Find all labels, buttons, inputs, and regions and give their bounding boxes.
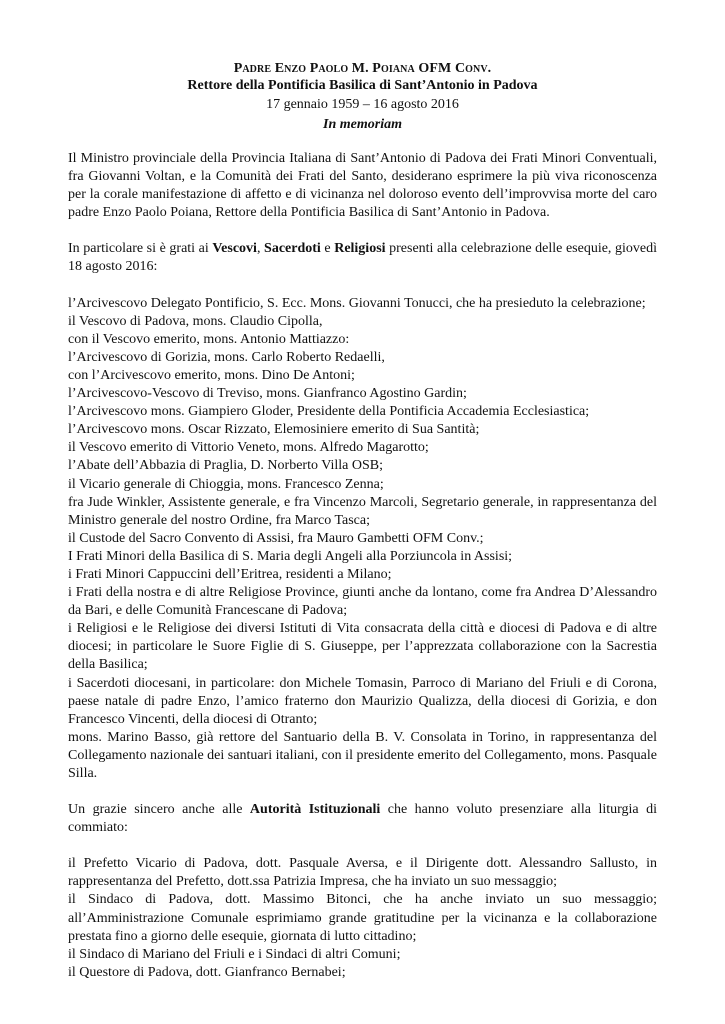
list-item: con il Vescovo emerito, mons. Antonio Mattiazzo:	[68, 331, 350, 347]
list-item: il Sindaco di Mariano del Friuli e i Sindaci di altri Comuni;	[68, 946, 401, 962]
list-item: i Religiosi e le Religiose dei diversi Istituti di Vita consacrata della città e diocesi di Padova e di altre diocesi; in particolare le Suore Figlie di S. Giuseppe, per l’apprezzata collaborazione con la Sacrestia della Basilica;	[68, 621, 657, 673]
deceased-role: Rettore della Pontificia Basilica di Sant’Antonio in Padova	[187, 78, 538, 93]
list-item: i Frati della nostra e di altre Religiose Province, giunti anche da lontano, come fra Andrea D’Alessandro da Bari, e delle Comunità Francescane di Padova;	[68, 585, 657, 619]
bold-vescovi: Vescovi	[212, 241, 257, 257]
list-item: l’Arcivescovo mons. Oscar Rizzato, Elemosiniere emerito di Sua Santità;	[68, 422, 480, 438]
intro-paragraph: Il Ministro provinciale della Provincia Italiana di Sant’Antonio di Padova dei Frati Minori Conventuali, fra Giovanni Voltan, e la Comunità dei Frati del Santo, desiderano esprimere la più viva riconoscenza per la corale manifestazione di affetto e di vicinanza nel doloroso evento dell’improvvisa morte del caro padre Enzo Paolo Poiana, Rettore della Pontificia Basilica di Sant’Antonio in Padova.	[68, 151, 657, 221]
list-item: il Vicario generale di Chioggia, mons. Francesco Zenna;	[68, 476, 384, 492]
bold-religiosi: Religiosi	[334, 241, 386, 257]
list-item: il Sindaco di Padova, dott. Massimo Bitonci, che ha anche inviato un suo messaggio; all’Amministrazione Comunale esprimiamo grande gratitudine per la vicinanza e la collaborazione prestata fino a giorno delle esequie, giornata di lutto cittadino;	[68, 892, 657, 944]
list-item: i Frati Minori Cappuccini dell’Eritrea, residenti a Milano;	[68, 566, 392, 582]
list-item: l’Arcivescovo di Gorizia, mons. Carlo Roberto Redaelli,	[68, 349, 385, 365]
thanks-authorities-paragraph: Un grazie sincero anche alle Autorità Istituzionali che hanno voluto presenziare alla liturgia di commiato:	[68, 802, 657, 836]
document-body	[68, 150, 657, 982]
bold-autorita-istituzionali: Autorità Istituzionali	[249, 802, 381, 818]
list-item: mons. Marino Basso, già rettore del Santuario della B. V. Consolata in Torino, in rappresentanza del Collegamento nazionale dei santuari italiani, con il presidente emerito del Collegamento, mons. Pasquale Silla.	[68, 729, 657, 781]
deceased-name: Padre Enzo Paolo M. Poiana OFM Conv.	[233, 61, 492, 76]
list-item: il Questore di Padova, dott. Gianfranco Bernabei;	[68, 964, 346, 980]
authorities-list	[68, 855, 657, 982]
list-item: il Custode del Sacro Convento di Assisi, fra Mauro Gambetti OFM Conv.;	[68, 530, 484, 546]
thanks-religious-paragraph: In particolare si è grati ai Vescovi, Sacerdoti e Religiosi presenti alla celebrazione delle esequie, giovedì 18 agosto 2016:	[68, 241, 658, 275]
list-item: fra Jude Winkler, Assistente generale, e fra Vincenzo Marcoli, Segretario generale, in rappresentanza del Ministro generale del nostro Ordine, fra Marco Tasca;	[68, 494, 657, 528]
list-item: il Prefetto Vicario di Padova, dott. Pasquale Aversa, e il Dirigente dott. Alessandro Sallusto, in rappresentanza del Prefetto, dott.ssa Patrizia Impresa, che ha inviato un suo messaggio;	[68, 856, 657, 890]
bold-sacerdoti: Sacerdoti	[264, 241, 321, 257]
list-item: l’Arcivescovo-Vescovo di Treviso, mons. Gianfranco Agostino Gardin;	[68, 386, 467, 402]
list-item: l’Arcivescovo Delegato Pontificio, S. Ecc. Mons. Giovanni Tonucci, che ha presieduto la celebrazione;	[68, 295, 646, 311]
list-item: l’Abate dell’Abbazia di Praglia, D. Norberto Villa OSB;	[68, 458, 383, 474]
in-memoriam-title: In memoriam	[323, 117, 402, 132]
life-dates: 17 gennaio 1959 – 16 agosto 2016	[266, 97, 459, 112]
list-item: il Vescovo emerito di Vittorio Veneto, mons. Alfredo Magarotto;	[68, 440, 429, 456]
religious-list	[68, 295, 657, 784]
list-item: il Vescovo di Padova, mons. Claudio Cipolla,	[68, 313, 323, 329]
document-header	[68, 60, 657, 134]
list-item: i Sacerdoti diocesani, in particolare: don Michele Tomasin, Parroco di Mariano del Friuli e di Corona, paese natale di padre Enzo, l’amico fraterno don Maurizio Qualizza, della diocesi di Gorizia, e don Francesco Vincenti, della diocesi di Otranto;	[68, 675, 657, 727]
list-item: l’Arcivescovo mons. Giampiero Gloder, Presidente della Pontificia Accademia Ecclesiastica;	[68, 404, 590, 420]
list-item: I Frati Minori della Basilica di S. Maria degli Angeli alla Porziuncola in Assisi;	[68, 548, 513, 564]
list-item: con l’Arcivescovo emerito, mons. Dino De Antoni;	[68, 367, 355, 383]
